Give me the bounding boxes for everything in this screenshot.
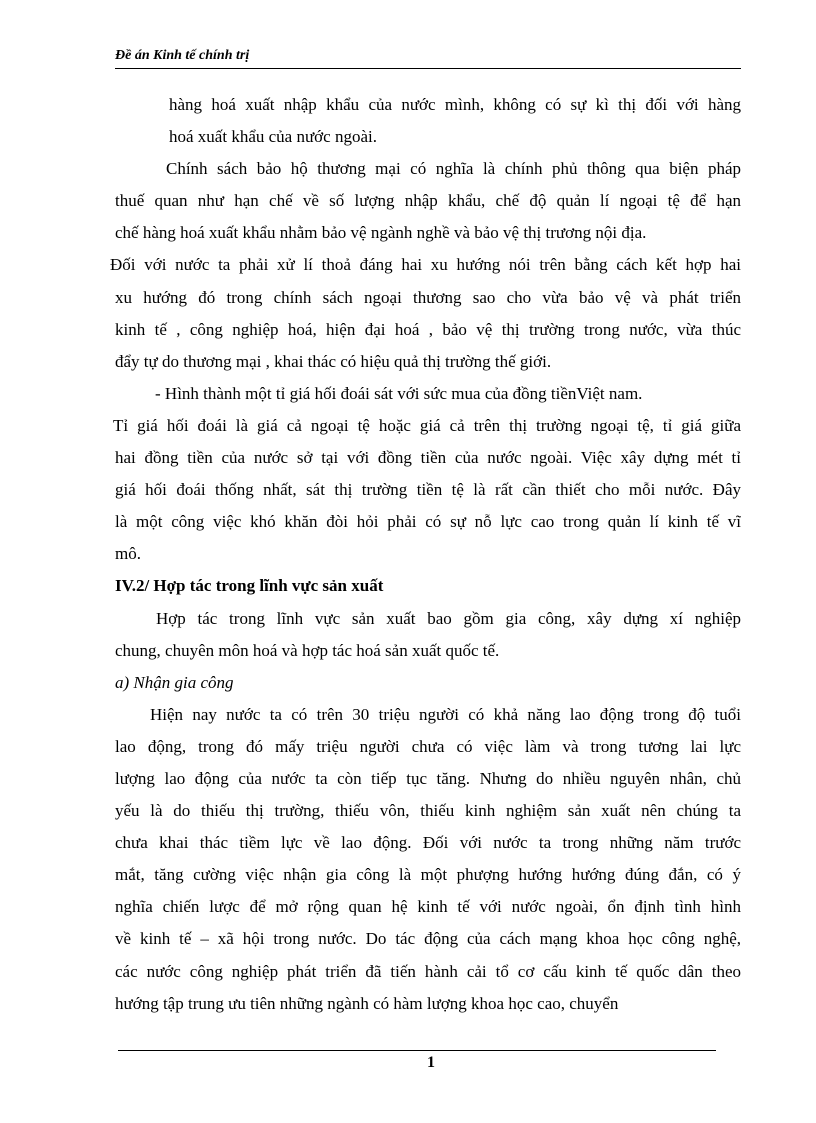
text-line: đẩy tự do thương mại , khai thác có hiệu quả thị trường thế giới. <box>115 351 552 371</box>
text-line: Tỉ giá hối đoái là giá cả ngoại tệ hoặc giá cả trên thị trường ngoại tệ, tỉ giá giữa <box>113 415 741 435</box>
text-line: mắt, tăng cường việc nhận gia công là một phượng hướng hướng đúng đắn, có ý <box>115 865 741 885</box>
subsection-heading: a) Nhận gia công <box>115 672 234 692</box>
text-line: về kinh tế – xã hội trong nước. Do tác động của cách mạng khoa học công nghệ, <box>115 929 741 949</box>
page-number: 1 <box>427 1054 435 1071</box>
header-title: Đề án Kinh tế chính trị <box>115 48 250 63</box>
text-line: hai đồng tiền của nước sở tại với đồng tiền của nước ngoài. Việc xây dựng mét tỉ <box>115 448 741 468</box>
footer-divider <box>118 1050 716 1051</box>
document-body <box>110 89 741 1020</box>
text-line: các nước công nghiệp phát triển đã tiến hành cải tổ cơ cấu kinh tế quốc dân theo <box>115 961 741 981</box>
text-line: Hợp tác trong lĩnh vực sản xuất bao gồm gia công, xây dựng xí nghiệp <box>156 608 741 628</box>
text-line: kinh tế , công nghiệp hoá, hiện đại hoá , bảo vệ thị trường trong nước, vừa thúc <box>115 319 741 339</box>
text-line: chế hàng hoá xuất khẩu nhằm bảo vệ ngành nghề và bảo vệ thị trương nội địa. <box>115 223 647 243</box>
text-line: nghĩa chiến lược để mở rộng quan hệ kinh tế với nước ngoài, ổn định tình hình <box>115 897 741 917</box>
text-line: chung, chuyên môn hoá và hợp tác hoá sản xuất quốc tế. <box>115 640 500 660</box>
text-line: hướng tập trung ưu tiên những ngành có hàm lượng khoa học cao, chuyển <box>115 993 619 1013</box>
text-line: chưa khai thác tiềm lực về lao động. Đối với nước ta trong những năm trước <box>115 833 741 853</box>
text-line: lượng lao động của nước ta còn tiếp tục tăng. Nhưng do nhiều nguyên nhân, chủ <box>115 768 741 788</box>
text-line: xu hướng đó trong chính sách ngoại thương sao cho vừa bảo vệ và phát triển <box>115 287 741 307</box>
text-line: yếu là do thiếu thị trường, thiếu vôn, thiếu kinh nghiệm sản xuất nên chúng ta <box>115 801 741 821</box>
text-line: hàng hoá xuất nhập khẩu của nước mình, không có sự kì thị đối với hàng <box>169 95 741 114</box>
text-line: Hiện nay nước ta có trên 30 triệu người có khả năng lao động trong độ tuổi <box>150 704 741 724</box>
text-line: Chính sách bảo hộ thương mại có nghĩa là chính phủ thông qua biện pháp <box>166 159 741 179</box>
text-line: là một công việc khó khăn đòi hỏi phải có sự nỗ lực cao trong quản lí kinh tế vĩ <box>115 512 741 532</box>
text-line: mô. <box>115 544 141 564</box>
text-line: hoá xuất khẩu của nước ngoài. <box>169 127 377 147</box>
page-header <box>115 48 741 69</box>
text-line: - Hình thành một tỉ giá hối đoái sát với sức mua của đồng tiềnViệt nam. <box>155 383 643 403</box>
text-line: Đối với nước ta phải xử lí thoả đáng hai xu hướng nói trên bằng cách kết hợp hai <box>110 255 741 275</box>
text-line: lao động, trong đó mấy triệu người chưa có việc làm và trong tương lai lực <box>115 736 741 756</box>
text-line: giá hối đoái thống nhất, sát thị trường tiền tệ là rất cần thiết cho mỗi nước. Đây <box>115 480 741 500</box>
text-line: thuế quan như hạn chế về số lượng nhập khẩu, chế độ quản lí ngoại tệ để hạn <box>115 191 741 211</box>
section-heading: IV.2/ Hợp tác trong lĩnh vực sản xuất <box>115 576 384 596</box>
